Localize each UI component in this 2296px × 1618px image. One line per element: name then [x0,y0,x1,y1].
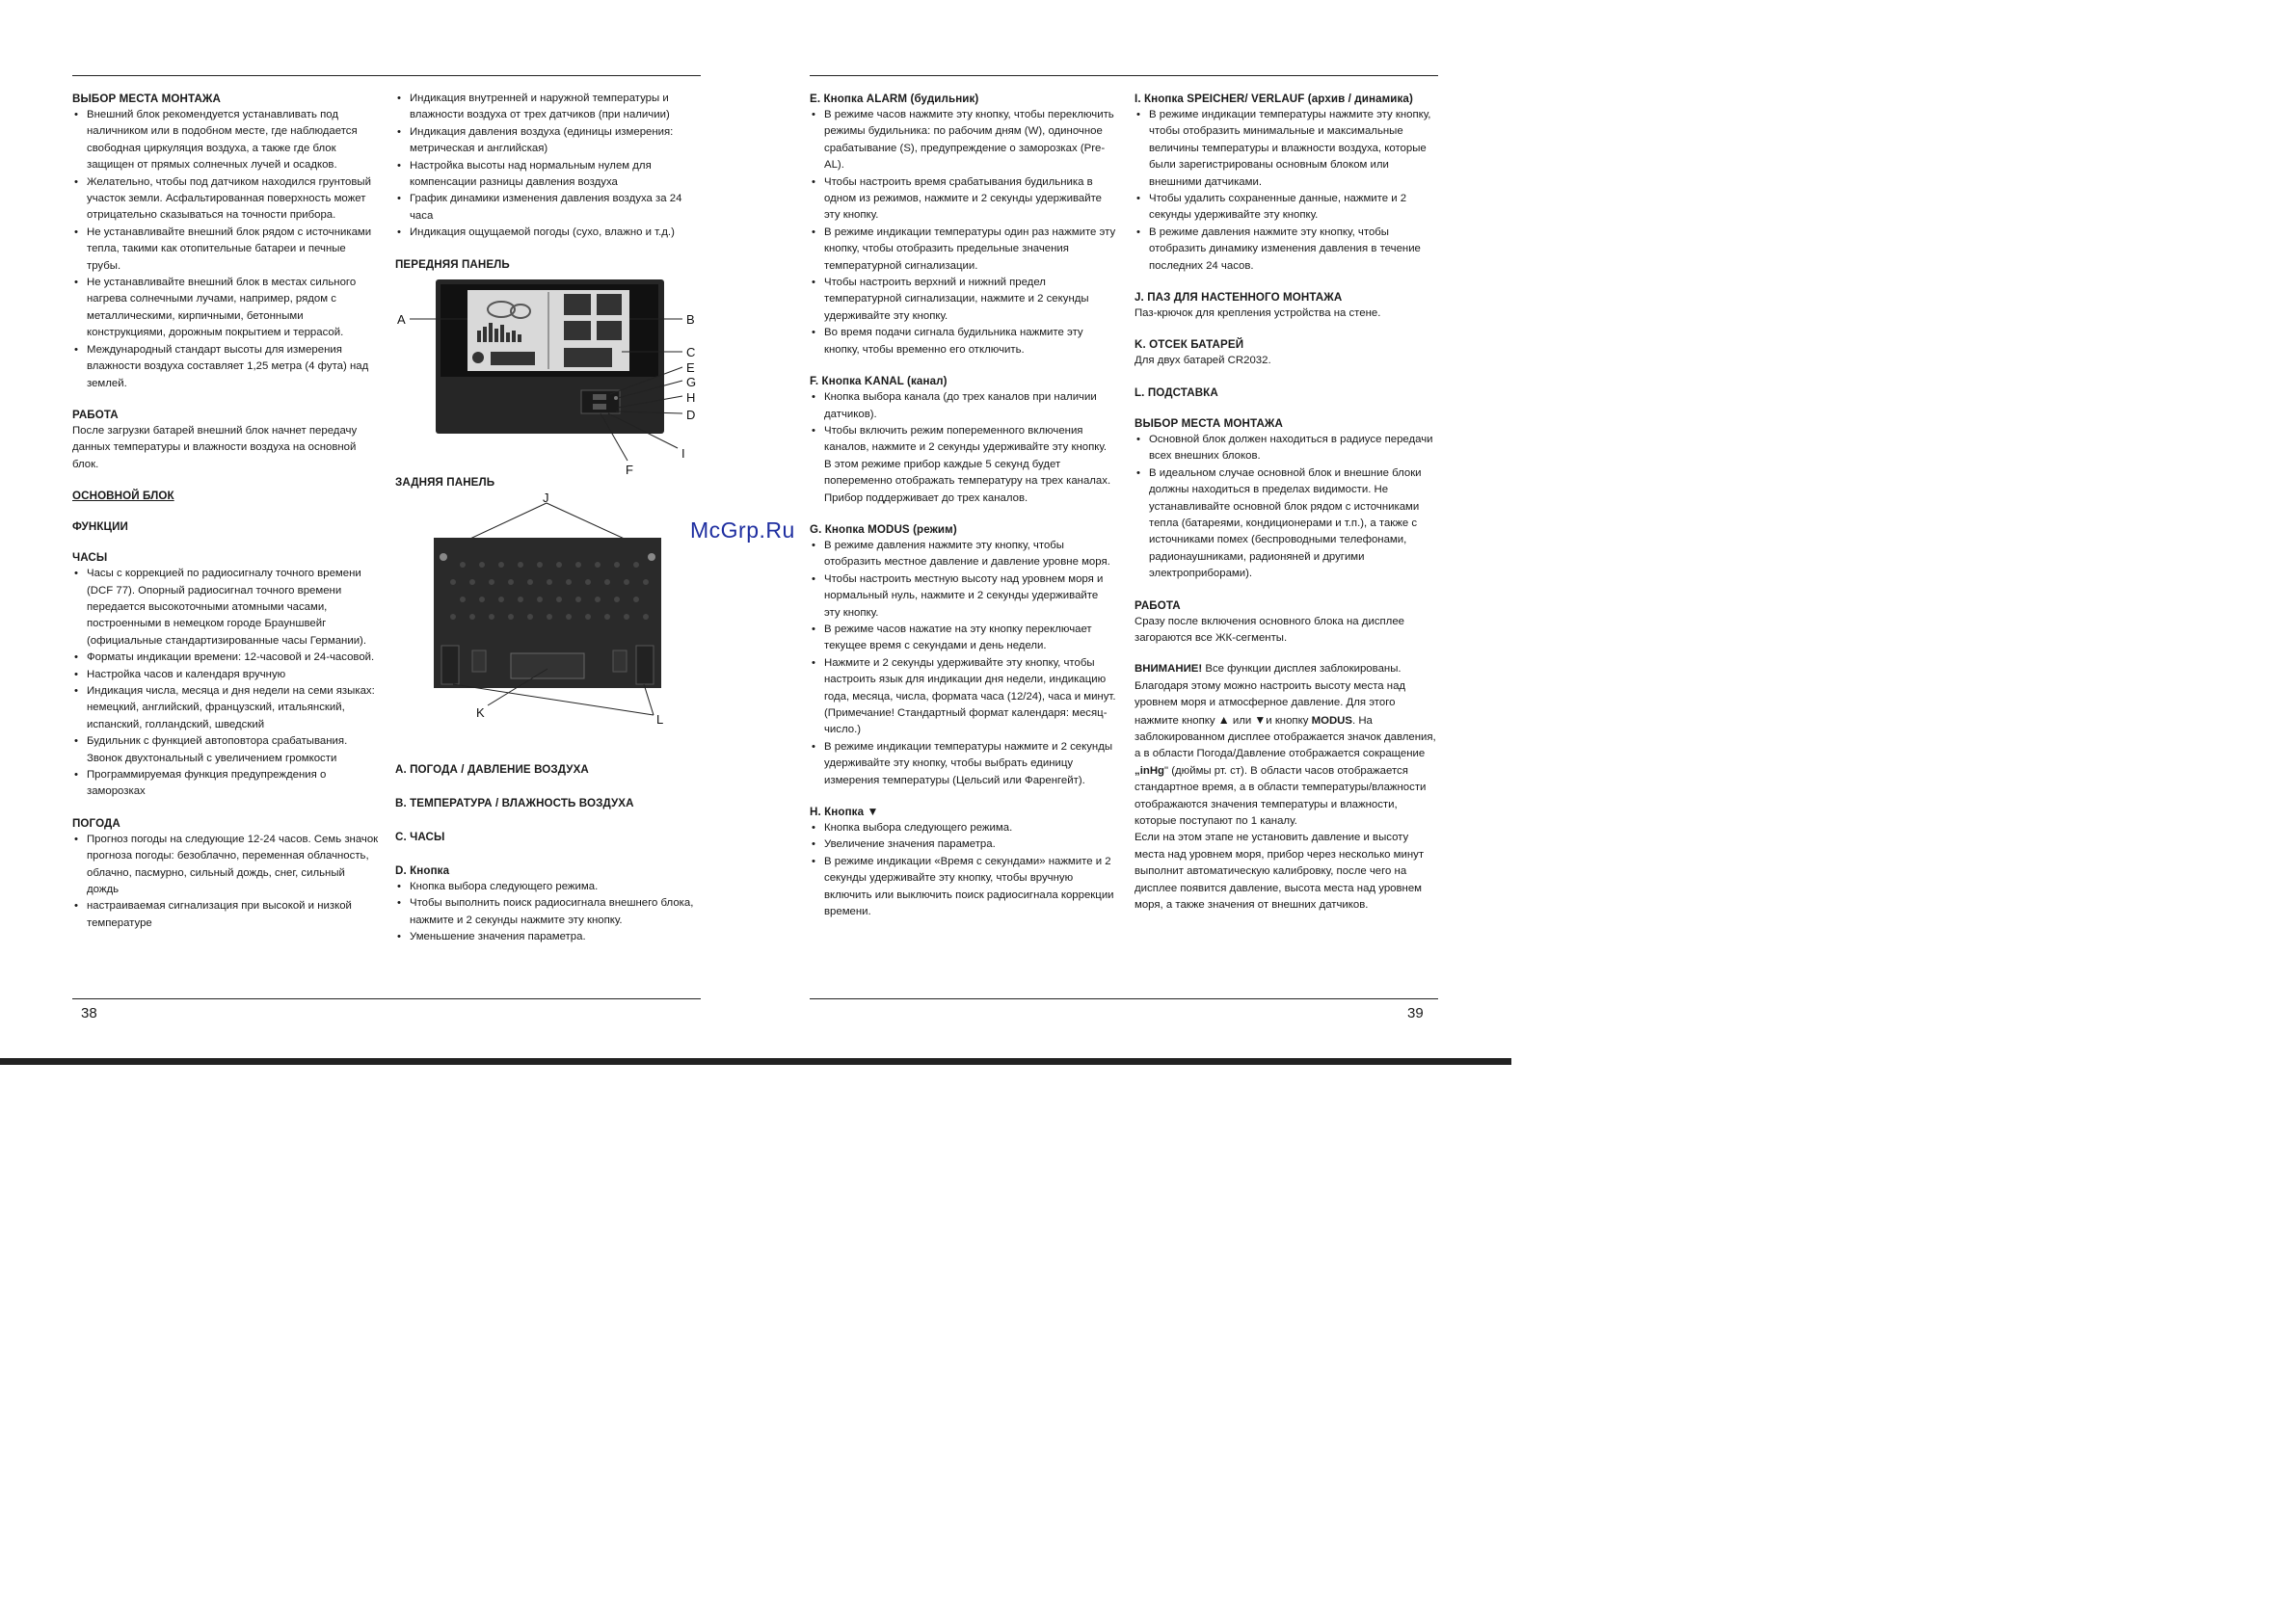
heading-g: G. Кнопка MODUS (режим) [810,522,957,536]
label-c: C [686,345,696,359]
list-item: • Уменьшение значения параметра. [395,929,702,945]
triangle-down-icon: ▼ [867,805,879,819]
f-list [810,389,1116,507]
list-item: • Чтобы выполнить поиск радиосигнала внешнего блока, нажмите и 2 секунды нажмите эту кнопку. [395,895,702,929]
e-list [810,107,1116,358]
button-dot [614,396,618,400]
clock-list [72,566,379,801]
list-item: • Кнопка выбора канала (до трех каналов при наличии датчиков). [810,389,1116,423]
heading-work: РАБОТА [72,408,119,421]
heading-clock: ЧАСЫ [72,551,108,565]
list-item: • Международный стандарт высоты для измерения влажности воздуха составляет 1,25 метра (4 фута) над землей. [72,342,379,392]
label-l: L [656,712,664,727]
temp-digits [564,294,591,315]
back-slot [613,650,627,672]
warning-paragraph [1135,661,1441,830]
heading-mount-2: ВЫБОР МЕСТА МОНТАЖА [1135,416,1283,430]
g-list [810,538,1116,789]
back-slot [472,650,486,672]
leader-line [644,684,654,715]
wall-hook-slot [648,553,655,561]
list-item: • В режиме давления нажмите эту кнопку, чтобы отобразить местное давление и давление уровне моря. [810,538,1116,571]
warning-text-4: Если на этом этапе не установить давление и высоту места над уровнем моря, прибор через несколько минут выполнит автоматическую калибровку, после чего на дисплее появится давление, высота места над уровнем моря, а также значения от внешних датчиков. [1135,832,1425,912]
graph-bar [506,332,510,342]
warning-text-2: . На заблокированном дисплее отображается значок давления, а в области Погода/Давление отображается сокращение [1135,714,1436,760]
graph-bar [489,323,493,342]
heading-h-text: H. Кнопка [810,806,865,819]
temp-digits [564,321,591,340]
h-list [810,820,1116,920]
features-list [395,91,702,242]
label-h: H [686,390,696,405]
front-panel-drawing [390,275,708,477]
watermark: McGrp.Ru [690,517,795,543]
heading-i: I. Кнопка SPEICHER/ VERLAUF (архив / динамика) [1135,93,1413,105]
d-list [395,879,702,946]
list-item: • В режиме часов нажатие на эту кнопку переключает текущее время с секундами и день недели. [810,622,1116,655]
label-d: D [686,408,696,422]
heading-e: E. Кнопка ALARM (будильник) [810,93,979,105]
top-rule-right [810,75,1438,76]
j-text: Паз-крючок для крепления устройства на стене. [1135,307,1381,320]
bottom-rule-right [810,998,1438,999]
heading-a: A. ПОГОДА / ДАВЛЕНИЕ ВОЗДУХА [395,763,589,776]
column-4 [1135,91,1441,914]
list-item: • В режиме часов нажмите эту кнопку, чтобы переключить режимы будильника: по рабочим дням (W), одиночное срабатывание (S), предупреждение о заморозках (Pre-AL). [810,107,1116,174]
warning-and: и кнопку [1266,714,1309,727]
bottom-rule-left [72,998,701,999]
page-number-right: 39 [1407,1005,1424,1021]
warning-modus: MODUS [1311,714,1352,727]
list-item: • Нажмите и 2 секунды удерживайте эту кнопку, чтобы настроить язык для индикации дня недели, индикацию года, месяца, числа, формата часа (12/24), часа и минут. (Примечание! Стандартный формат календаря: месяц-число.) [810,655,1116,739]
heading-back-panel: ЗАДНЯЯ ПАНЕЛЬ [395,476,495,489]
list-item: • Увеличение значения параметра. [810,836,1116,853]
label-j: J [543,491,549,505]
label-i: I [681,446,685,461]
ambient-icon [472,352,484,363]
list-item: • Чтобы удалить сохраненные данные, нажмите и 2 секунды удерживайте эту кнопку. [1135,191,1441,225]
heading-weather: ПОГОДА [72,816,120,830]
list-item: • Не устанавливайте внешний блок рядом с источниками тепла, такими как отопительные батареи и печные трубы. [72,225,379,275]
list-item: • Кнопка выбора следующего режима. [810,820,1116,836]
list-item: • Чтобы включить режим попеременного включения каналов, нажмите и 2 секунды удерживайте эту кнопку. В этом режиме прибор каждые 5 секунд будет попеременно отображать температуру на трех каналах. Прибор поддерживает до трех каналов. [810,423,1116,507]
list-item: • Чтобы настроить верхний и нижний предел температурной сигнализации, нажмите и 2 секунды удерживайте эту кнопку. [810,275,1116,325]
list-item: • Прогноз погоды на следующие 12-24 часов. Семь значок прогноза погоды: безоблачно, переменная облачность, облачно, пасмурно, сильный дождь, снег, сильный дождь [72,832,379,899]
label-k: K [476,705,485,720]
mount-list [72,107,379,392]
list-item: • График динамики изменения давления воздуха за 24 часа [395,191,702,225]
humidity-digits [597,294,622,315]
heading-f: F. Кнопка KANAL (канал) [810,375,948,388]
button-group [581,390,620,413]
list-item: • Основной блок должен находиться в радиусе передачи всех внешних блоков. [1135,432,1441,465]
list-item: • Желательно, чтобы под датчиком находился грунтовый участок земли. Асфальтированная поверхность может отрицательно сказываться на точности прибора. [72,174,379,225]
list-item: • Внешний блок рекомендуется устанавливать под наличником или в подобном месте, где наблюдается свободная циркуляция воздуха, а также где блок защищен от прямых солнечных лучей и осадков. [72,107,379,174]
heading-d: D. Кнопка [395,864,450,877]
list-item: • Не устанавливайте внешний блок в местах сильного нагрева солнечными лучами, например, рядом с металлическими, кирпичными, бетонными конструкциями, дорожным покрытием и террасой. [72,275,379,342]
list-item: • Во время подачи сигнала будильника нажмите эту кнопку, чтобы временно его отключить. [810,325,1116,358]
heading-b: B. ТЕМПЕРАТУРА / ВЛАЖНОСТЬ ВОЗДУХА [395,797,634,809]
clock-digits [564,348,612,367]
label-f: F [626,463,633,477]
list-item: • Часы с коррекцией по радиосигналу точного времени (DCF 77). Опорный радиосигнал точного времени передается высокоточными атомными часами, построенными в немецком городе Брауншвейг (официальные стандартизированные часы Германии). [72,566,379,650]
heading-l: L. ПОДСТАВКА [1135,385,1218,399]
list-item: • Кнопка выбора следующего режима. [395,879,702,895]
stand-left [441,646,459,684]
heading-work-2: РАБОТА [1135,598,1181,612]
list-item: • В идеальном случае основной блок и внешние блоки должны находиться в пределах видимости. Не устанавливайте основной блок рядом с источниками тепла (батареями, кондиционерами и т.п.), а также с источниками помех (беспроводными телефонами, радионаушниками, радионяней и другими электроприборами). [1135,465,1441,583]
heading-j: J. ПАЗ ДЛЯ НАСТЕННОГО МОНТАЖА [1135,291,1343,305]
list-item: • Чтобы настроить местную высоту над уровнем моря и нормальный нуль, нажмите и 2 секунды удерживайте эту кнопку. [810,571,1116,622]
i-list [1135,107,1441,275]
triangle-down-icon: ▼ [1254,712,1267,727]
heading-c: C. ЧАСЫ [395,831,445,843]
warning-text-3: " (дюймы рт. ст). В области часов отображается стандартное время, а в области температуры/влажности отображаются значения температуры и влажности, которые поступают по 1 каналу. [1135,764,1427,827]
warning-label: ВНИМАНИЕ! [1135,663,1203,676]
heading-main-unit: ОСНОВНОЙ БЛОК [72,490,174,503]
graph-bar [477,331,481,342]
label-e: E [686,360,695,375]
triangle-up-icon: ▲ [1217,712,1230,727]
top-rule-left [72,75,701,76]
column-2-bottom [395,761,702,946]
list-item: • В режиме индикации температуры нажмите и 2 секунды удерживайте эту кнопку, чтобы выбрать единицу измерения температуры (Цельсий или Фаренгейт). [810,739,1116,789]
label-a: A [397,312,406,327]
stand-right [636,646,654,684]
column-2 [395,91,702,273]
list-item: • Программируемая функция предупреждения о заморозках [72,767,379,801]
warning-inhg: „inHg [1135,764,1165,777]
page-number-left: 38 [81,1005,97,1021]
label-g: G [686,375,697,389]
column-1 [72,91,379,932]
list-item: • Форматы индикации времени: 12-часовой и 24-часовой. [72,650,379,666]
back-panel-drawing [424,491,675,732]
warning-or: или [1232,714,1252,727]
list-item: • В режиме индикации «Время с секундами» нажмите и 2 секунды удерживайте эту кнопку, чтобы вручную включить или выключить поиск радиосигнала коррекции времени. [810,854,1116,921]
list-item: • Настройка часов и календаря вручную [72,667,379,683]
list-item: • Индикация давления воздуха (единицы измерения: метрическая и английская) [395,124,702,158]
pressure-digits [491,352,535,365]
graph-bar [494,329,498,342]
battery-compartment [511,653,584,678]
list-item: • Чтобы настроить время срабатывания будильника в одном из режимов, нажмите и 2 секунды удерживайте эту кнопку. [810,174,1116,225]
back-panel-heading-wrap [395,474,702,491]
heading-front-panel: ПЕРЕДНЯЯ ПАНЕЛЬ [395,257,510,271]
graph-bar [512,331,516,342]
list-item: • Настройка высоты над нормальным нулем для компенсации разницы давления воздуха [395,158,702,192]
front-panel-figure [390,275,708,477]
graph-bar [500,325,504,342]
label-b: B [686,312,695,327]
list-item: • настраиваемая сигнализация при высокой и низкой температуре [72,898,379,932]
list-item: • В режиме индикации температуры один раз нажмите эту кнопку, чтобы отобразить предельные значения температурной сигнализации. [810,225,1116,275]
heading-k: K. ОТСЕК БАТАРЕЙ [1135,338,1244,352]
button-f[interactable] [593,404,606,410]
list-item: • Индикация ощущаемой погоды (сухо, влажно и т.д.) [395,225,702,241]
wall-hook-slot [440,553,447,561]
humidity-digits [597,321,622,340]
work-text: После загрузки батарей внешний блок начнет передачу данных температуры и влажности воздуха на основной блок. [72,424,358,470]
column-3 [810,91,1116,920]
work2-text: Сразу после включения основного блока на дисплее загораются все ЖК-сегменты. [1135,615,1404,644]
mount2-list [1135,432,1441,583]
weather-list [72,832,379,932]
graph-bar [483,327,487,342]
back-panel-figure [424,491,675,732]
heading-h [810,804,1116,820]
bottom-bar [0,1058,1511,1065]
list-item: • Индикация числа, месяца и дня недели на семи языках: немецкий, английский, французский, итальянский, испанский, голландский, шведский [72,683,379,733]
list-item: • В режиме давления нажмите эту кнопку, чтобы отобразить динамику изменения давления в течение последних 24 часов. [1135,225,1441,275]
list-item: • Индикация внутренней и наружной температуры и влажности воздуха от трех датчиков (при наличии) [395,91,702,124]
graph-bar [518,334,521,342]
list-item: • Будильник с функцией автоповтора срабатывания. Звонок двухтональный с увеличением громкости [72,733,379,767]
warning-text-1: Все функции дисплея заблокированы. Благодаря этому можно настроить высоту места над уровнем моря и атмосферное давление. Для этого нажмите кнопку [1135,663,1406,727]
heading-mount: ВЫБОР МЕСТА МОНТАЖА [72,93,221,105]
k-text: Для двух батарей CR2032. [1135,355,1271,367]
button-e[interactable] [593,394,606,400]
list-item: • В режиме индикации температуры нажмите эту кнопку, чтобы отобразить минимальные и максимальные величины температуры и влажности воздуха, которые были зарегистрированы основным блоком или внешними датчиками. [1135,107,1441,191]
heading-functions: ФУНКЦИИ [72,520,128,534]
